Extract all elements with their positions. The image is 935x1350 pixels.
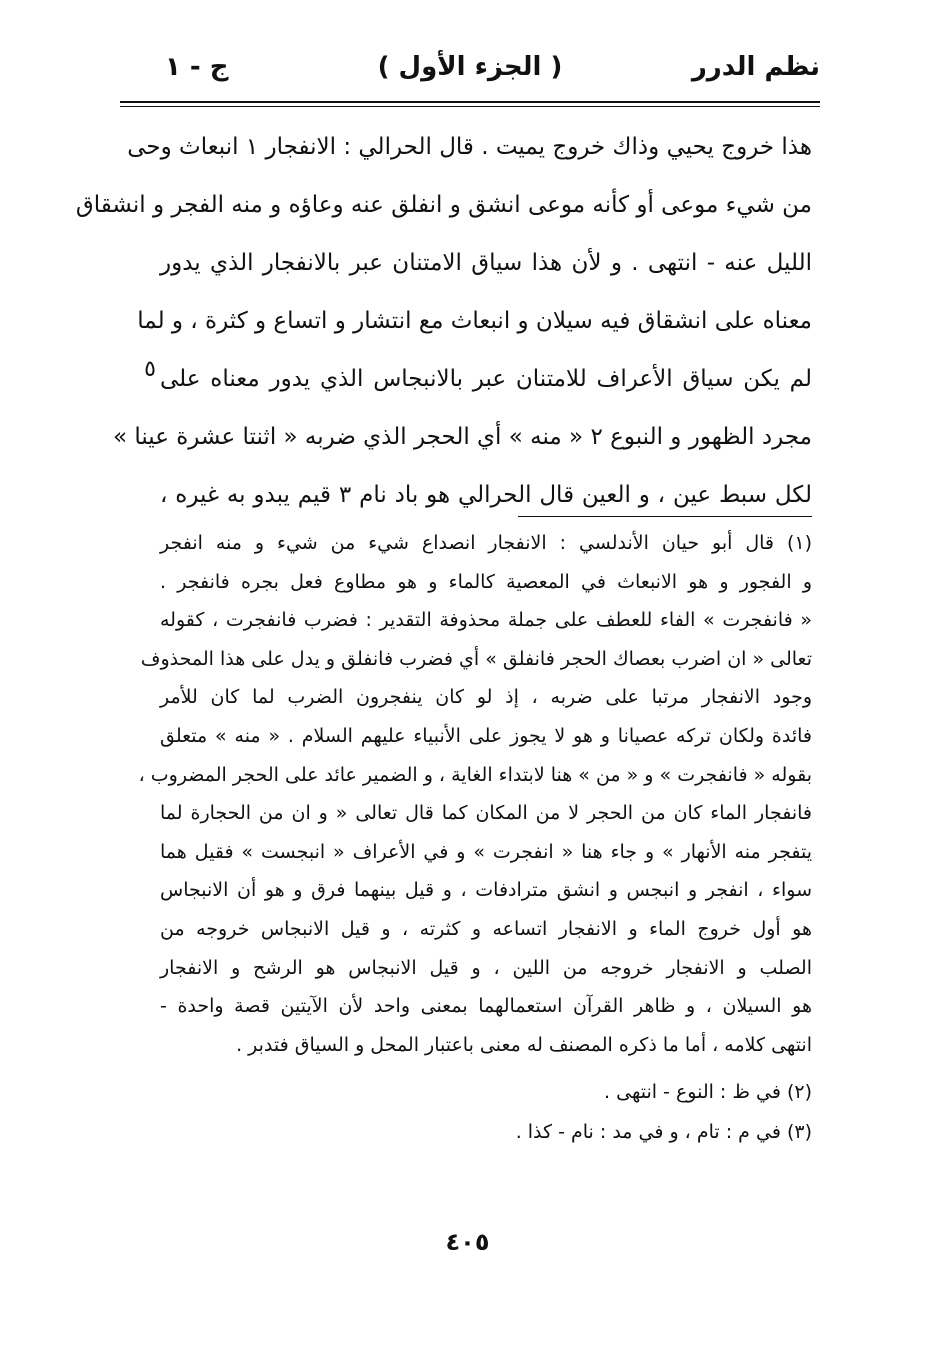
footnote-1-line: يتفجر منه الأنهار » و جاء هنا « انفجرت » و في الأعراف « انبجست » فقيل هما [160,840,812,863]
margin-line-number: ٥ [144,357,156,382]
footnote-1-line: (١) قال أبو حيان الأندلسي : الانفجار انصداع شيء من شيء و منه انفجر [160,532,812,554]
footnote-1-line: انتهى كلامه ، أما ما ذكره المصنف له معنى باعتبار المحل و السياق فتدبر . [236,1033,812,1056]
main-line: من شيء موعى أو كأنه موعى انشق و انفلق عنه وعاؤه و منه الفجر و انشقاق [75,192,812,218]
footnote-1-line: سواء ، انفجر و انبجس و انشق مترادفات ، و قيل بينهما فرق و هو أن الانبجاس [160,879,812,902]
footnote-1-line: فانفجار الماء كان من الحجر لا من المكان كما قال تعالى « و ان من الحجارة لما [160,802,812,825]
main-line: لم يكن سياق الأعراف للامتنان عبر بالانبجاس الذي يدور معناه على [160,366,812,392]
main-text-block [75,118,812,524]
footnote-1-line: تعالى « ان اضرب بعصاك الحجر فانفلق » أي فضرب فانفلق و يدل على هذا المحذوف [140,647,812,670]
footnote-gap [160,1064,812,1072]
volume-label: ج - ١ [165,52,229,82]
main-line: مجرد الظهور و النبوع ٢ « منه » أي الحجر الذي ضربه « اثنتا عشرة عينا » [112,424,812,450]
main-line: معناه على انشقاق فيه سيلان و انبعاث مع انتشار و اتساع و كثرة ، و لما [137,308,812,334]
footnote-2: (٢) في ظ : النوع - انتهى . [604,1081,812,1104]
footnote-1-line: وجود الانفجار مرتبا على ضربه ، إذ لو كان ينفجرون الضرب لما كان للأمر [160,686,812,709]
main-line: هذا خروج يحيي وذاك خروج يميت . قال الحرالي : الانفجار ١ انبعاث وحى [127,134,812,160]
footnote-1-line: « فانفجرت » الفاء للعطف على جملة محذوفة التقدير : فضرب فانفجرت ، كقوله [160,609,812,632]
footnote-separator [518,516,812,517]
footnotes-block [138,524,812,1152]
book-title: نظم الدرر [691,52,820,82]
header-rule-thin [120,106,820,107]
part-title: ( الجزء الأول ) [377,52,563,82]
footnote-1-line: بقوله « فانفجرت » و « من » هنا لابتداء الغاية ، و الضمير عائد على الحجر المضروب ، [138,763,812,786]
main-line: لكل سبط عين ، و العين قال الحرالي هو باد نام ٣ قيم يبدو به غيره ، [160,482,812,508]
footnote-1-line: هو أول خروج الماء و الانفجار اتساعه و كثرته ، و قيل الانبجاس خروجه من [160,917,812,940]
page-number: ٤٠٥ [445,1228,490,1256]
footnote-1-line: هو السيلان ، و ظاهر القرآن استعمالهما بمعنى واحد لأن الآيتين قصة واحدة - [160,995,812,1018]
footnote-1-line: الصلب و الانفجار خروجه من اللين ، و قيل الانبجاس هو الرشح و الانفجار [160,956,812,979]
main-line: الليل عنه - انتهى . و لأن هذا سياق الامتنان عبر بالانفجار الذي يدور [160,250,812,276]
page-header [120,52,820,96]
footnote-3: (٣) في م : تام ، و في مد : نام - كذا . [515,1121,812,1144]
footnote-1-line: فائدة ولكان تركه عصيانا و هو لا يجوز على الأنبياء عليهم السلام . « منه » متعلق [160,724,812,747]
footnote-1-line: و الفجور و هو الانبعاث في المعصية كالماء و هو مطاوع فعل بجره فانفجر . [160,570,812,593]
header-rule-thick [120,101,820,103]
